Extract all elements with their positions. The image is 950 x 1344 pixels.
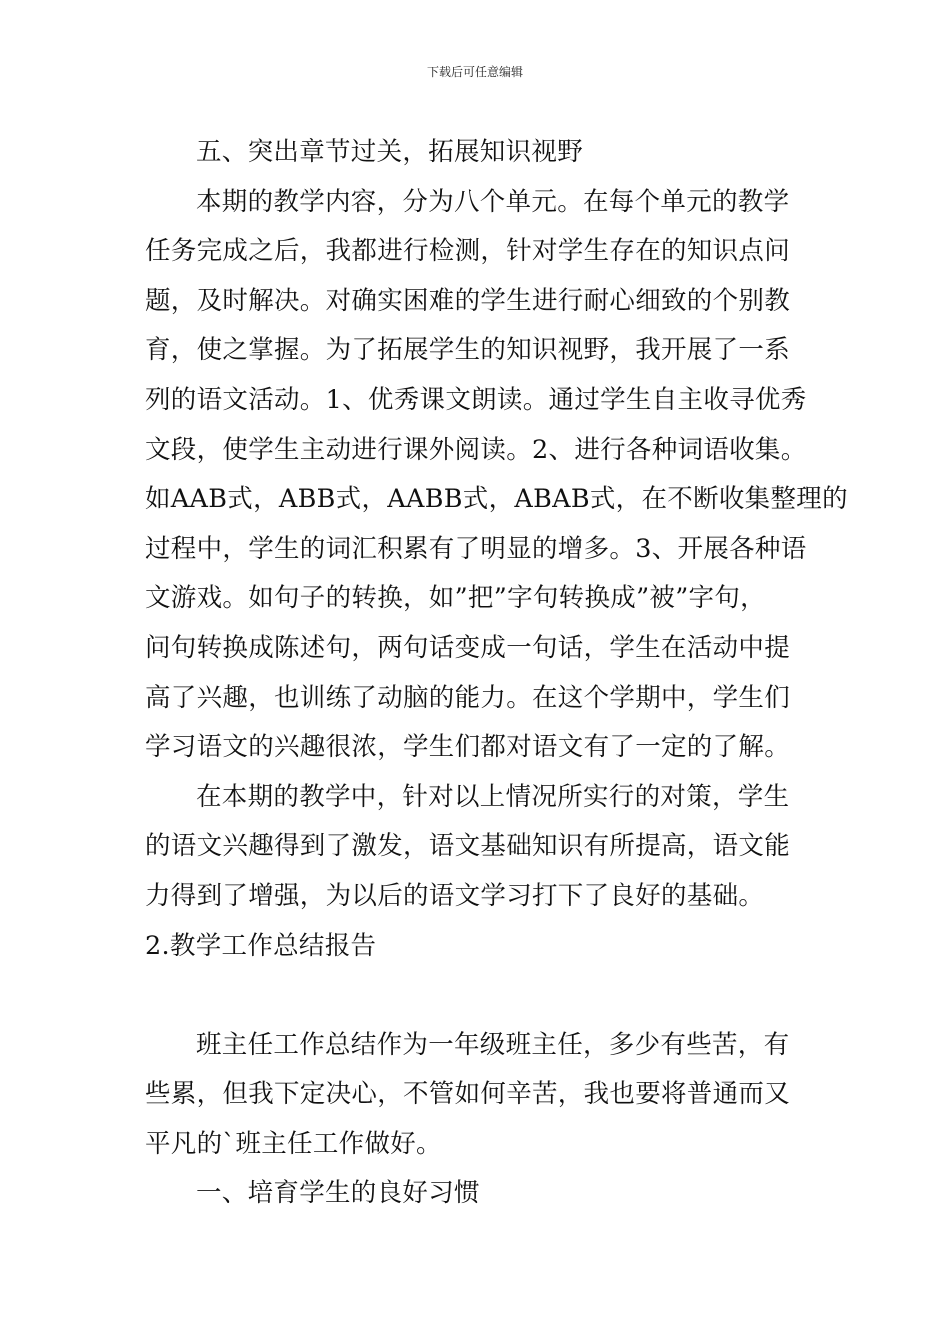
- text-line: 力得到了增强，为以后的语文学习打下了良好的基础。: [145, 880, 765, 911]
- text-line: 高了兴趣，也训练了动脑的能力。在这个学期中，学生们: [145, 682, 791, 713]
- text-line: 题，及时解决。对确实困难的学生进行耐心细致的个别教: [145, 285, 791, 316]
- text-line: 问句转换成陈述句，两句话变成一句话，学生在活动中提: [145, 632, 791, 663]
- text-line: 育，使之掌握。为了拓展学生的知识视野，我开展了一系: [145, 335, 791, 366]
- paragraph-1: [145, 178, 848, 773]
- text-line: 过程中，学生的词汇积累有了明显的增多。3、开展各种语: [145, 533, 807, 564]
- blank-line: [145, 971, 825, 1021]
- text-line: 如AAB式，ABB式，AABB式，ABAB式，在不断收集整理的: [145, 484, 848, 515]
- text-line: 学习语文的兴趣很浓，学生们都对语文有了一定的了解。: [145, 732, 791, 763]
- text-line: 班主任工作总结作为一年级班主任，多少有些苦，有: [196, 1029, 790, 1060]
- text-line: 任务完成之后，我都进行检测，针对学生存在的知识点问: [145, 236, 791, 267]
- report-heading: 2.教学工作总结报告: [145, 930, 377, 961]
- text-line: 些累，但我下定决心，不管如何辛苦，我也要将普通而又: [145, 1079, 791, 1110]
- text-line: 文游戏。如句子的转换，如”把”字句转换成”被”字句，: [145, 583, 766, 614]
- text-line: 在本期的教学中，针对以上情况所实行的对策，学生: [196, 781, 790, 812]
- document-body: [145, 128, 848, 1219]
- text-line: 的语文兴趣得到了激发，语文基础知识有所提高，语文能: [145, 831, 791, 862]
- page-header: 下载后可任意编辑: [426, 65, 523, 79]
- section-heading: 一、培育学生的良好习惯: [196, 1178, 480, 1209]
- paragraph-3: [145, 1021, 825, 1170]
- text-line: 列的语文活动。1、优秀课文朗读。通过学生自主收寻优秀: [145, 384, 807, 415]
- paragraph-2: [145, 773, 825, 922]
- text-line: 本期的教学内容，分为八个单元。在每个单元的教学: [196, 186, 790, 217]
- text-line: 文段，使学生主动进行课外阅读。2、进行各种词语收集。: [145, 434, 807, 465]
- text-line: 平凡的`班主任工作做好。: [145, 1128, 442, 1159]
- section-heading: 五、突出章节过关，拓展知识视野: [196, 137, 584, 167]
